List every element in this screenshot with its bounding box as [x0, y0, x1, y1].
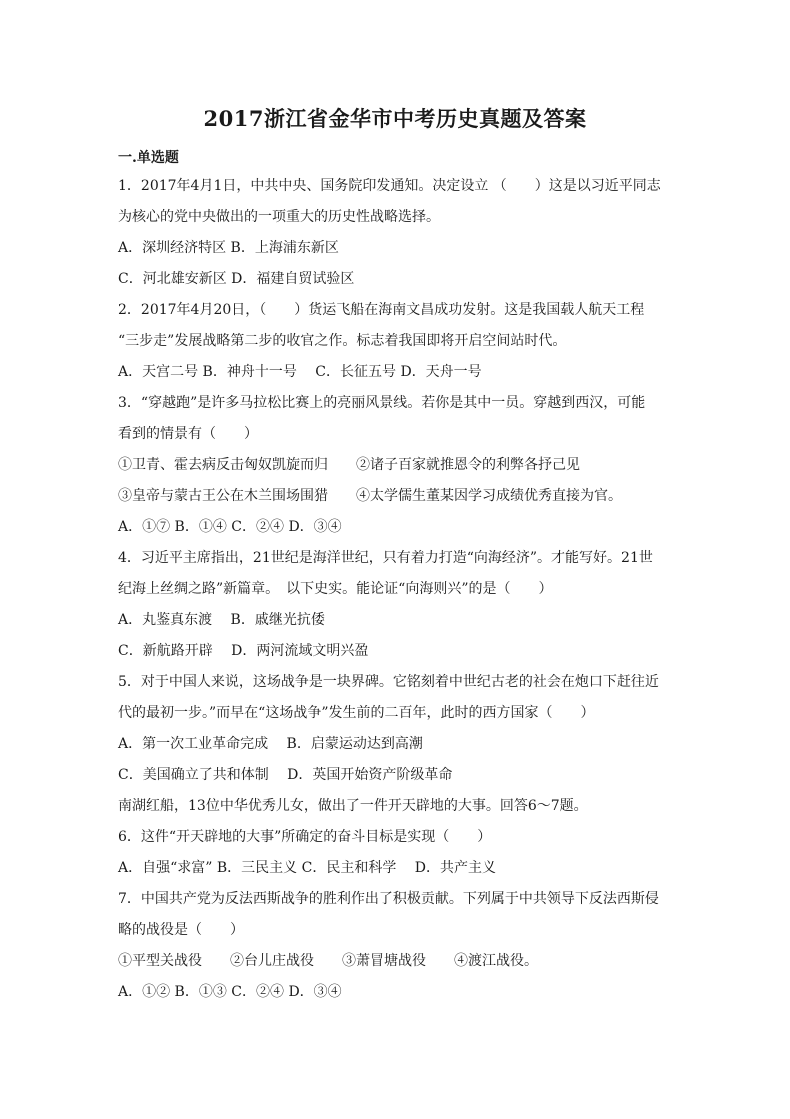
text-line: 1．2017年4月1日，中共中央、国务院印发通知。决定设立 （ ）这是以习近平同志 [118, 178, 661, 194]
text-line: C．美国确立了共和体制 D．英国开始资产阶级革命 [118, 767, 453, 783]
text-line: C．新航路开辟 D．两河流域文明兴盈 [118, 643, 369, 659]
document-title: 2017浙江省金华市中考历史真题及答案 [203, 106, 587, 131]
text-line: 5．对于中国人来说，这场战争是一块界碑。它铭刻着中世纪古老的社会在炮口下赶往近 [118, 674, 659, 690]
section-heading: 一.单选题 [118, 150, 179, 166]
text-line: 略的战役是（ ） [118, 922, 244, 938]
text-line: 3．“穿越跑”是许多马拉松比赛上的亮丽风景线。若你是其中一员。穿越到西汉，可能 [118, 395, 646, 411]
text-line: A．①② B．①③ C．②④ D．③④ [118, 984, 342, 1000]
text-line: 看到的情景有（ ） [118, 426, 258, 442]
text-line: 7．中国共产党为反法西斯战争的胜利作出了积极贡献。下列属于中共领导下反法西斯侵 [118, 891, 659, 907]
text-line: ①卫青、霍去病反击匈奴凯旋而归 ②诸子百家就推恩令的利弊各抒己见 [118, 457, 580, 473]
text-line: A．深圳经济特区 B．上海浦东新区 [118, 240, 339, 256]
text-line: ③皇帝与蒙古王公在木兰围场围猎 ④太学儒生董某因学习成绩优秀直接为官。 [118, 488, 622, 504]
text-line: A．①⑦ B．①④ C．②④ D．③④ [118, 519, 342, 535]
text-line: ①平型关战役 ②台儿庄战役 ③萧冒塘战役 ④渡江战役。 [118, 953, 538, 969]
text-line: 6．这件“开天辟地的大事”所确定的奋斗目标是实现（ ） [118, 829, 492, 845]
text-line: C．河北雄安新区 D．福建自贸试验区 [118, 271, 355, 287]
text-line: A．自强“求富” B．三民主义 C．民主和科学 D．共产主义 [118, 860, 496, 876]
text-line: A．丸鉴真东渡 B．戚继光抗倭 [118, 612, 325, 628]
question-text [118, 173, 678, 1010]
text-line: 纪海上丝绸之路”新篇章。 以下史实。能论证“向海则兴”的是（ ） [118, 581, 553, 597]
text-line: 2．2017年4月20日，（ ）货运飞船在海南文昌成功发射。这是我国载人航天工程 [118, 302, 645, 318]
text-line: A．第一次工业革命完成 B．启蒙运动达到高潮 [118, 736, 423, 752]
text-line: A．天宫二号 B．神舟十一号 C．长征五号 D．天舟一号 [118, 364, 482, 380]
text-line: 4．习近平主席指出，21世纪是海洋世纪，只有着力打造“向海经济”。才能写好。21世 [118, 550, 653, 566]
text-line: 南湖红船，13位中华优秀儿女，做出了一件开天辟地的大事。回答6～7题。 [118, 798, 588, 814]
text-line: “三步走”发展战略第二步的收官之作。标志着我国即将开启空间站时代。 [118, 333, 567, 349]
text-line: 为核心的党中央做出的一项重大的历史性战略选择。 [118, 209, 440, 225]
text-line: 代的最初一步。”而早在“这场战争”发生前的二百年，此时的西方国家（ ） [118, 705, 595, 721]
